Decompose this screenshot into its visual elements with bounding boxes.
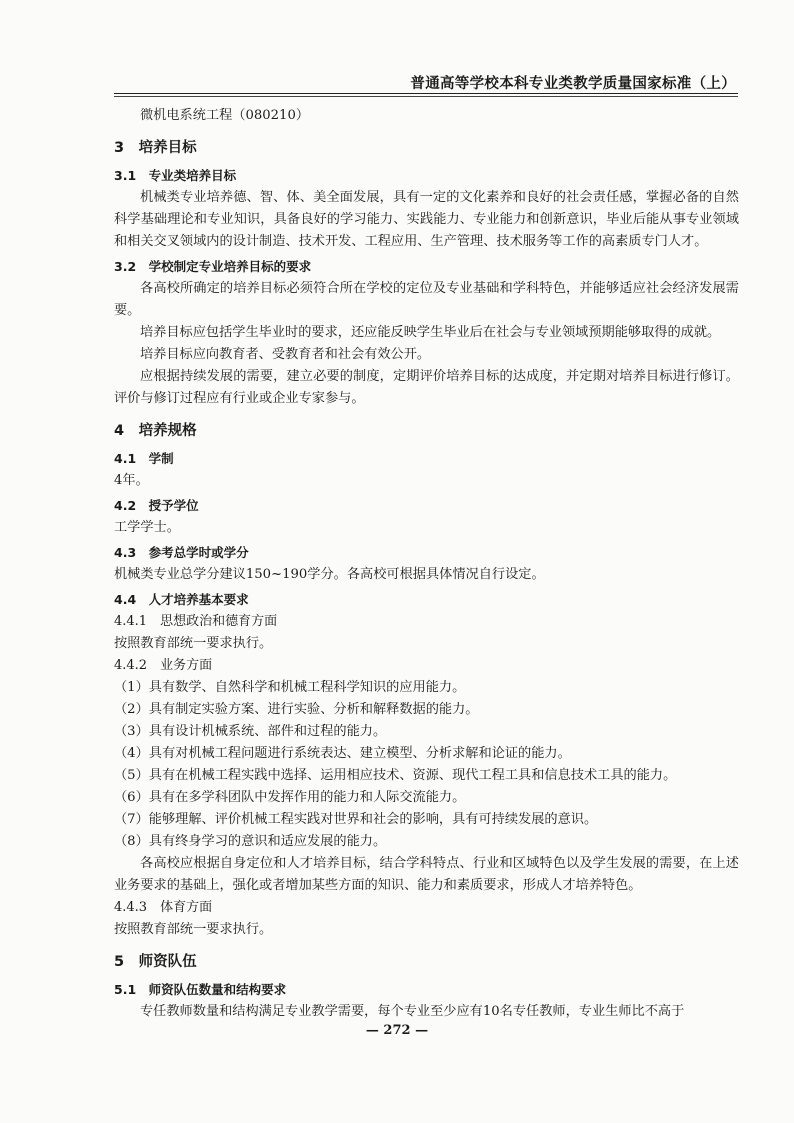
section-3-2-heading: 3.2 学校制定专业培养目标的要求 [114,259,312,274]
header-rule-thin [114,96,738,97]
section-5-1-heading: 5.1 师资队伍数量和结构要求 [114,982,287,997]
requirement-item: （2）具有制定实验方案、进行实验、分析和解释数据的能力。 [114,702,479,717]
section-4-4-3-heading: 4.4.3 体育方面 [114,900,213,915]
section-5-1-text: 专任教师数量和结构满足专业教学需要，每个专业至少应有10名专任教师，专业生师比不高于 [140,1004,685,1019]
section-4-1-heading: 4.1 学制 [114,451,174,466]
section-4-2-text: 工学学士。 [114,520,180,535]
section-3-2-para-3: 培养目标应向教育者、受教育者和社会有效公开。 [140,347,431,362]
section-4-4-1-text: 按照教育部统一要求执行。 [114,636,273,651]
section-3-1-text: 机械类专业培养德、智、体、美全面发展，具有一定的文化素养和良好的社会责任感，掌握必备的自然科学基础理论和专业知识，具备良好的学习能力、实践能力、专业能力和创新意识，毕业后能从事专业领域和相关交叉领域内的设计制造、技术开发、工程应用、生产管理、技术服务等工作的高素质专门人才。 [114,190,739,249]
document-body [114,105,739,1023]
section-3-2-para-1: 各高校所确定的培养目标必须符合所在学校的定位及专业基础和学科特色，并能够适应社会经济发展需要。 [114,281,739,318]
section-5-heading: 5 师资队伍 [114,954,197,970]
requirement-item: （8）具有终身学习的意识和适应发展的能力。 [114,834,387,849]
section-3-1-heading: 3.1 专业类培养目标 [114,168,237,183]
running-header: 普通高等学校本科专业类教学质量国家标准（上） [410,76,736,92]
requirement-item: （5）具有在机械工程实践中选择、运用相应技术、资源、现代工程工具和信息技术工具的能力。 [114,768,677,783]
section-4-heading: 4 培养规格 [114,423,197,439]
section-4-4-2-heading: 4.4.2 业务方面 [114,658,213,673]
section-4-4-2-summary: 各高校应根据自身定位和人才培养目标，结合学科特点、行业和区域特色以及学生发展的需要，在上述业务要求的基础上，强化或者增加某些方面的知识、能力和素质要求，形成人才培养特色。 [114,856,739,893]
section-4-1-text: 4年。 [114,473,149,488]
header-rule [114,93,738,94]
page-number: — 272 — [365,1023,429,1038]
requirement-item: （7）能够理解、评价机械工程实践对世界和社会的影响，具有可持续发展的意识。 [114,812,598,827]
section-4-4-3-text: 按照教育部统一要求执行。 [114,922,273,937]
section-4-3-text: 机械类专业总学分建议150~190学分。各高校可根据具体情况自行设定。 [114,567,545,582]
section-3-heading: 3 培养目标 [114,140,197,156]
section-4-4-1-heading: 4.4.1 思想政治和德育方面 [114,614,278,629]
requirement-item: （4）具有对机械工程问题进行系统表达、建立模型、分析求解和论证的能力。 [114,746,571,761]
requirement-item: （1）具有数学、自然科学和机械工程科学知识的应用能力。 [114,680,466,695]
section-3-2-para-4: 应根据持续发展的需要，建立必要的制度，定期评价培养目标的达成度，并定期对培养目标进行修订。评价与修订过程应有行业或企业专家参与。 [114,369,739,406]
section-4-3-heading: 4.3 参考总学时或学分 [114,545,249,560]
major-line: 微机电系统工程（080210） [140,108,310,123]
section-4-4-heading: 4.4 人才培养基本要求 [114,592,249,607]
section-3-2-para-2: 培养目标应包括学生毕业时的要求，还应能反映学生毕业后在社会与专业领域预期能够取得的成就。 [140,325,721,340]
requirement-item: （6）具有在多学科团队中发挥作用的能力和人际交流能力。 [114,790,466,805]
requirement-item: （3）具有设计机械系统、部件和过程的能力。 [114,724,387,739]
section-4-2-heading: 4.2 授予学位 [114,498,199,513]
